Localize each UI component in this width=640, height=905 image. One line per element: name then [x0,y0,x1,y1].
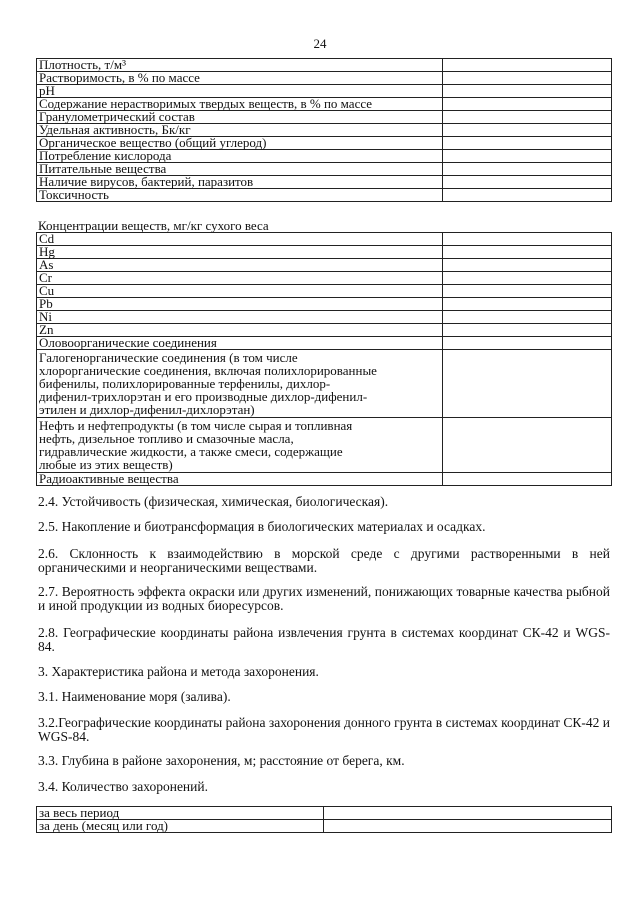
value-cell[interactable] [443,337,612,350]
value-cell[interactable] [443,124,612,137]
table-row [37,272,612,285]
value-cell[interactable] [443,473,612,486]
value-cell[interactable] [443,246,612,259]
table-row [37,259,612,272]
table-row [37,176,612,189]
table-row [37,233,612,246]
table-row [37,350,612,418]
row-label: за день (месяц или год) [37,820,324,833]
table-row [37,189,612,202]
row-label: Органическое вещество (общий углерод) [37,137,443,150]
properties-table [36,58,612,202]
row-label: Плотность, т/м³ [37,59,443,72]
value-cell[interactable] [324,820,612,833]
table-row [37,246,612,259]
row-label: Оловоорганические соединения [37,337,443,350]
row-label-line: дифенил-трихлорэтан и его производные дихлор-дифенил- [39,389,368,404]
table-row [37,820,612,833]
paragraph-3: 3. Характеристика района и метода захоронения. [38,664,319,679]
value-cell[interactable] [443,233,612,246]
row-label: Ni [37,311,443,324]
paragraph-3-1: 3.1. Наименование моря (залива). [38,689,231,704]
row-label: Растворимость, в % по массе [37,72,443,85]
table-row [37,285,612,298]
value-cell[interactable] [443,72,612,85]
row-label: Гранулометрический состав [37,111,443,124]
row-label-line: Нефть и нефтепродукты (в том числе сырая и топливная [39,418,353,433]
value-cell[interactable] [443,150,612,163]
value-cell[interactable] [443,259,612,272]
value-cell[interactable] [324,807,612,820]
table-row [37,298,612,311]
value-cell[interactable] [443,324,612,337]
row-label: Zn [37,324,443,337]
value-cell[interactable] [443,111,612,124]
table-row [37,72,612,85]
row-label-line: Галогенорганические соединения (в том числе [39,350,298,365]
row-label: Удельная активность, Бк/кг [37,124,443,137]
row-label: Cd [37,233,443,246]
value-cell[interactable] [443,176,612,189]
value-cell[interactable] [443,350,612,418]
row-label: pH [37,85,443,98]
value-cell[interactable] [443,59,612,72]
paragraph-2-8: 2.8. Географические координаты района извлечения грунта в системах координат СК-42 и WGS-84. [38,625,610,654]
row-label: Cu [37,285,443,298]
table-row [37,311,612,324]
row-label: за весь период [37,807,324,820]
value-cell[interactable] [443,137,612,150]
row-label: Радиоактивные вещества [37,473,443,486]
row-label: Наличие вирусов, бактерий, паразитов [37,176,443,189]
value-cell[interactable] [443,285,612,298]
row-label [37,418,443,473]
value-cell[interactable] [443,311,612,324]
row-label: Cr [37,272,443,285]
concentrations-table [36,232,612,486]
row-label: Потребление кислорода [37,150,443,163]
row-label: Hg [37,246,443,259]
row-label-line: этилен и дихлор-дифенил-дихлорэтан) [39,402,255,417]
paragraph-3-4: 3.4. Количество захоронений. [38,779,208,794]
paragraph-3-2: 3.2.Географические координаты района захоронения донного грунта в системах координат СК-42 и WGS-84. [38,715,610,744]
page-number: 24 [313,36,327,51]
row-label-line: гидравлические жидкости, а также смеси, содержащие [39,444,343,459]
value-cell[interactable] [443,163,612,176]
row-label: Содержание нерастворимых твердых веществ, в % по массе [37,98,443,111]
row-label-line: нефть, дизельное топливо и смазочные масла, [39,431,294,446]
value-cell[interactable] [443,298,612,311]
row-label: As [37,259,443,272]
value-cell[interactable] [443,272,612,285]
row-label: Токсичность [37,189,443,202]
paragraph-3-3: 3.3. Глубина в районе захоронения, м; расстояние от берега, км. [38,753,405,768]
row-label: Pb [37,298,443,311]
row-label [37,350,443,418]
table-row [37,473,612,486]
row-label-line: бифенилы, полихлорированные терфенилы, дихлор- [39,376,331,391]
concentrations-caption: Концентрации веществ, мг/кг сухого веса [38,218,269,233]
row-label: Питательные вещества [37,163,443,176]
table-row [37,337,612,350]
value-cell[interactable] [443,85,612,98]
paragraph-2-4: 2.4. Устойчивость (физическая, химическая, биологическая). [38,494,389,509]
table-row [37,418,612,473]
paragraph-2-6: 2.6. Склонность к взаимодействию в морской среде с другими растворенными в ней органическими и неорганическими веществами. [38,546,610,575]
row-label-line: любые из этих веществ) [39,457,173,472]
row-label-line: хлорорганические соединения, включая полихлорированные [39,363,377,378]
paragraph-2-5: 2.5. Накопление и биотрансформация в биологических материалах и осадках. [38,519,486,534]
value-cell[interactable] [443,418,612,473]
value-cell[interactable] [443,189,612,202]
value-cell[interactable] [443,98,612,111]
paragraph-2-7: 2.7. Вероятность эффекта окраски или других изменений, понижающих товарные качества рыбной и иной продукции из водных биоресурсов. [38,584,610,613]
count-table [36,806,612,833]
